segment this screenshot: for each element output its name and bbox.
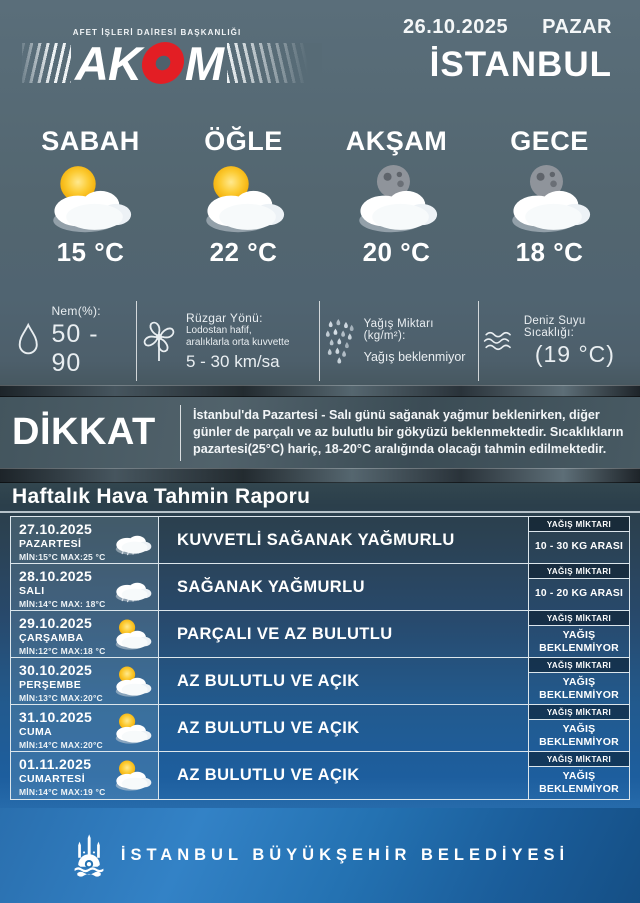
humidity-value: 50 - 90 [51,320,99,377]
rain-cloud-icon [112,520,154,560]
logo-stripes-right-icon [227,43,322,83]
row-date: 30.10.2025 [19,662,93,678]
table-row [11,752,629,799]
sea-temp-metric [479,297,630,385]
amount-value: YAĞIŞ BEKLENMİYOR [539,770,619,795]
humidity-metric [10,297,136,385]
row-minmax: MİN:15°C MAX:25 °C [19,552,106,562]
pinwheel-icon [141,319,177,363]
row-date: 28.10.2025 [19,568,93,584]
row-minmax: MİN:13°C MAX:20°C [19,693,103,703]
date-block [403,16,612,85]
sea-temp-label: Deniz Suyu Sıcaklığı: [523,314,586,339]
wind-speed-value: 5 - 30 km/sa [186,351,280,371]
row-date: 31.10.2025 [19,709,93,725]
period-morning [14,108,167,293]
sea-temp-value: (19 °C) [534,340,615,367]
period-label: AKŞAM [345,126,448,156]
divider [180,405,181,461]
amount-value: 10 - 20 KG ARASI [534,588,624,600]
precipitation-metric [320,297,478,385]
amount-header: YAĞIŞ MİKTARI [529,752,629,767]
amount-value: 10 - 30 KG ARASI [534,541,624,553]
municipality-name: İSTANBUL BÜYÜKŞEHİR BELEDİYESİ [120,846,570,864]
amount-header: YAĞIŞ MİKTARI [529,564,629,579]
date-cell [11,705,159,751]
row-day: ÇARŞAMBA [19,632,84,644]
row-day: PERŞEMBE [19,679,82,691]
condition-cell: AZ BULUTLU VE AÇIK [177,718,360,737]
date-cell [11,611,159,657]
period-noon [167,108,320,293]
period-label: SABAH [41,126,140,156]
precipitation-label: Yağış Miktarı (kg/m²): [363,318,434,342]
sun-cloud-icon [112,614,154,654]
water-drop-icon [14,320,42,362]
agency-caption: AFET İŞLERİ DAİRESİ BAŞKANLIĞI [72,28,242,37]
date-cell [11,564,159,610]
weekly-title: Haftalık Hava Tahmin Raporu [12,485,311,508]
table-row [11,564,629,611]
wind-desc-line1: Lodostan hafif, [186,324,252,336]
condition-cell: SAĞANAK YAĞMURLU [177,577,365,596]
amount-cell [528,564,629,610]
logo-stripes-left-icon [22,43,71,83]
rain-cloud-icon [112,567,154,607]
amount-cell [528,517,629,563]
row-day: CUMARTESİ [19,773,86,785]
humidity-label: Nem(%): [51,304,101,318]
sun-cloud-icon [45,161,137,235]
period-temp: 18 °C [515,237,584,267]
condition-cell: PARÇALI VE AZ BULUTLU [177,624,393,643]
warning-text: İstanbul'da Pazartesi - Salı günü sağanak yağmur beklenirken, diğer günler de parçalı ve az bulutlu bir gökyüzü beklenmektedir. Sıcaklıkların pazartesi(25°C) hariç, 18-20°C aralığında olacağı tahmin edilmektedir. [193,408,624,456]
akom-letters-ak: AK [75,36,141,90]
footer [0,808,640,903]
raindrops-icon [324,318,355,364]
sun-cloud-icon [198,161,290,235]
ibb-emblem-icon [71,833,107,879]
row-date: 27.10.2025 [19,521,93,537]
row-minmax: MİN:14°C MAX: 18°C [19,599,106,609]
row-date: 29.10.2025 [19,615,93,631]
row-day: PAZARTESİ [19,538,82,550]
row-minmax: MİN:12°C MAX:18 °C [19,646,106,656]
period-temp: 15 °C [56,237,125,267]
amount-cell [528,705,629,751]
sea-waves-icon [483,327,515,355]
day-part-forecast [0,108,640,293]
period-temp: 20 °C [362,237,431,267]
date-cell [11,658,159,704]
metal-divider-band [0,468,640,483]
sun-cloud-icon [112,708,154,748]
date-cell [11,517,159,563]
metal-divider-band [0,385,640,397]
condition-cell: AZ BULUTLU VE AÇIK [177,766,360,784]
date-cell [11,752,159,799]
amount-header: YAĞIŞ MİKTARI [529,658,629,673]
precipitation-value: Yağış beklenmiyor [363,350,466,364]
wind-label: Rüzgar Yönü: [186,310,263,325]
weekly-section-header [0,483,640,513]
header [0,0,640,108]
table-row [11,611,629,658]
amount-value: YAĞIŞ BEKLENMİYOR [539,722,619,748]
sun-cloud-icon [112,755,154,795]
period-night [473,108,626,293]
period-label: GECE [510,126,589,156]
period-label: ÖĞLE [204,126,283,156]
table-row [11,658,629,705]
warning-title: DİKKAT [12,411,156,453]
report-date: 26.10.2025 [402,16,509,38]
row-day: CUMA [19,726,53,738]
akom-wordmark [71,36,227,90]
row-date: 01.11.2025 [19,756,92,772]
weekly-forecast-table [10,516,630,800]
condition-cell: AZ BULUTLU VE AÇIK [177,671,360,690]
wind-desc-line2: aralıklarla orta kuvvette [186,337,290,348]
metrics-strip [0,293,640,385]
period-evening [320,108,473,293]
report-weekday: PAZAR [542,16,612,38]
moon-cloud-icon [351,161,443,235]
table-row [11,517,629,564]
akom-logo [22,28,322,89]
amount-value: YAĞIŞ BEKLENMİYOR [539,675,619,701]
wind-metric [137,297,319,385]
condition-cell: KUVVETLİ SAĞANAK YAĞMURLU [177,530,455,549]
akom-letter-m: M [184,36,224,90]
row-day: SALI [19,585,45,597]
table-row [11,705,629,752]
amount-header: YAĞIŞ MİKTARI [529,611,629,626]
amount-cell [528,658,629,704]
moon-cloud-icon [504,161,596,235]
amount-header: YAĞIŞ MİKTARI [529,517,629,532]
amount-value: YAĞIŞ BEKLENMİYOR [539,628,619,654]
row-minmax: MİN:14°C MAX:19 °C [19,787,106,797]
amount-cell [528,611,629,657]
city-title: İSTANBUL [429,45,612,84]
red-disc-icon [140,42,186,84]
period-temp: 22 °C [209,237,278,267]
amount-header: YAĞIŞ MİKTARI [529,705,629,720]
warning-section [0,397,640,468]
sun-cloud-icon [112,661,154,701]
amount-cell [528,752,629,799]
row-minmax: MİN:14°C MAX:20°C [19,740,103,750]
